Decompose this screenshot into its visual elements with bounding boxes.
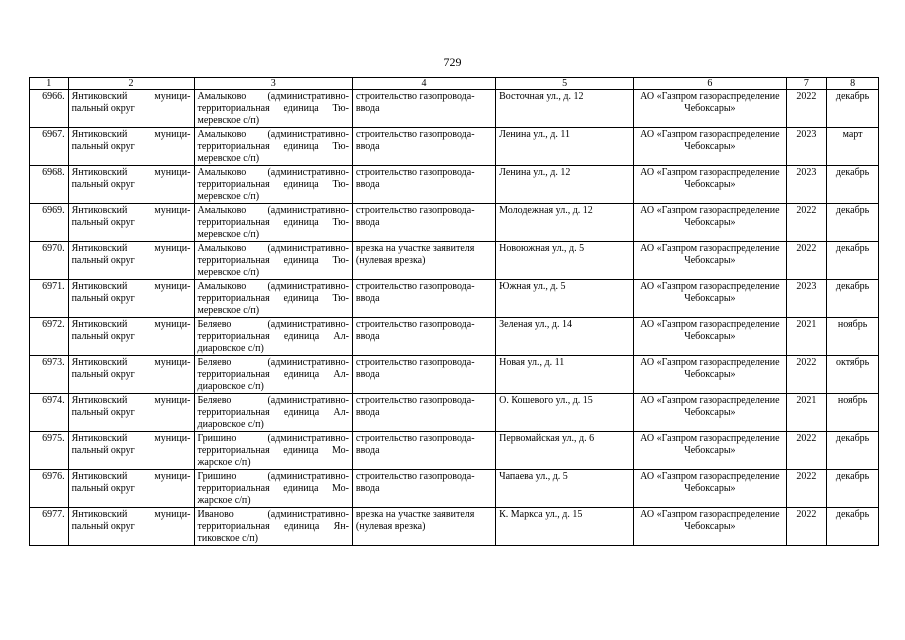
month-cell: март bbox=[827, 128, 879, 166]
organization-cell: АО «Газпром газораспределение Чебоксары» bbox=[634, 204, 786, 242]
year-cell: 2023 bbox=[786, 166, 827, 204]
address-cell: Южная ул., д. 5 bbox=[496, 280, 634, 318]
address-cell: Чапаева ул., д. 5 bbox=[496, 470, 634, 508]
header-row bbox=[30, 78, 879, 90]
row-number: 6967. bbox=[30, 128, 69, 166]
address-cell: Первомайская ул., д. 6 bbox=[496, 432, 634, 470]
settlement-cell: Гришино (административно-территориальная единица Мо-жарское с/п) bbox=[194, 470, 352, 508]
month-cell: декабрь bbox=[827, 432, 879, 470]
settlement-cell: Гришино (административно-территориальная единица Мо-жарское с/п) bbox=[194, 432, 352, 470]
address-cell: Новоюжная ул., д. 5 bbox=[496, 242, 634, 280]
district-cell: Янтиковский муници-пальный округ bbox=[68, 90, 194, 128]
row-number: 6970. bbox=[30, 242, 69, 280]
table-row bbox=[30, 166, 879, 204]
address-cell: О. Кошевого ул., д. 15 bbox=[496, 394, 634, 432]
district-cell: Янтиковский муници-пальный округ bbox=[68, 470, 194, 508]
header-cell: 2 bbox=[68, 78, 194, 90]
work-type-cell: строительство газопровода-ввода bbox=[352, 166, 495, 204]
address-cell: Зеленая ул., д. 14 bbox=[496, 318, 634, 356]
district-cell: Янтиковский муници-пальный округ bbox=[68, 318, 194, 356]
organization-cell: АО «Газпром газораспределение Чебоксары» bbox=[634, 394, 786, 432]
address-cell: Молодежная ул., д. 12 bbox=[496, 204, 634, 242]
table-row bbox=[30, 242, 879, 280]
organization-cell: АО «Газпром газораспределение Чебоксары» bbox=[634, 280, 786, 318]
table-row bbox=[30, 90, 879, 128]
district-cell: Янтиковский муници-пальный округ bbox=[68, 356, 194, 394]
settlement-cell: Иваново (административно-территориальная единица Ян-тиковское с/п) bbox=[194, 508, 352, 546]
month-cell: декабрь bbox=[827, 280, 879, 318]
settlement-cell: Амалыково (административно-территориальная единица Тю-меревское с/п) bbox=[194, 280, 352, 318]
month-cell: декабрь bbox=[827, 508, 879, 546]
year-cell: 2023 bbox=[786, 280, 827, 318]
work-type-cell: строительство газопровода-ввода bbox=[352, 432, 495, 470]
address-cell: Ленина ул., д. 12 bbox=[496, 166, 634, 204]
month-cell: декабрь bbox=[827, 242, 879, 280]
gasification-schedule-table bbox=[29, 77, 879, 546]
address-cell: Восточная ул., д. 12 bbox=[496, 90, 634, 128]
work-type-cell: строительство газопровода-ввода bbox=[352, 394, 495, 432]
district-cell: Янтиковский муници-пальный округ bbox=[68, 394, 194, 432]
row-number: 6975. bbox=[30, 432, 69, 470]
row-number: 6966. bbox=[30, 90, 69, 128]
row-number: 6976. bbox=[30, 470, 69, 508]
settlement-cell: Амалыково (административно-территориальная единица Тю-меревское с/п) bbox=[194, 242, 352, 280]
table-row bbox=[30, 204, 879, 242]
year-cell: 2023 bbox=[786, 128, 827, 166]
district-cell: Янтиковский муници-пальный округ bbox=[68, 432, 194, 470]
table-row bbox=[30, 432, 879, 470]
table-row bbox=[30, 280, 879, 318]
header-cell: 8 bbox=[827, 78, 879, 90]
work-type-cell: строительство газопровода-ввода bbox=[352, 470, 495, 508]
work-type-cell: строительство газопровода-ввода bbox=[352, 90, 495, 128]
row-number: 6972. bbox=[30, 318, 69, 356]
row-number: 6974. bbox=[30, 394, 69, 432]
address-cell: Ленина ул., д. 11 bbox=[496, 128, 634, 166]
month-cell: декабрь bbox=[827, 166, 879, 204]
page-number: 729 bbox=[443, 55, 462, 69]
work-type-cell: врезка на участке заявителя (нулевая врезка) bbox=[352, 242, 495, 280]
table-row bbox=[30, 470, 879, 508]
table-row bbox=[30, 394, 879, 432]
month-cell: ноябрь bbox=[827, 318, 879, 356]
work-type-cell: строительство газопровода-ввода bbox=[352, 204, 495, 242]
table-row bbox=[30, 508, 879, 546]
settlement-cell: Беляево (административно-территориальная единица Ал-диаровское с/п) bbox=[194, 318, 352, 356]
year-cell: 2022 bbox=[786, 508, 827, 546]
header-cell: 4 bbox=[352, 78, 495, 90]
organization-cell: АО «Газпром газораспределение Чебоксары» bbox=[634, 318, 786, 356]
district-cell: Янтиковский муници-пальный округ bbox=[68, 128, 194, 166]
month-cell: ноябрь bbox=[827, 394, 879, 432]
year-cell: 2022 bbox=[786, 204, 827, 242]
row-number: 6977. bbox=[30, 508, 69, 546]
work-type-cell: строительство газопровода-ввода bbox=[352, 356, 495, 394]
table-row bbox=[30, 128, 879, 166]
organization-cell: АО «Газпром газораспределение Чебоксары» bbox=[634, 508, 786, 546]
organization-cell: АО «Газпром газораспределение Чебоксары» bbox=[634, 242, 786, 280]
district-cell: Янтиковский муници-пальный округ bbox=[68, 166, 194, 204]
settlement-cell: Амалыково (административно-территориальная единица Тю-меревское с/п) bbox=[194, 166, 352, 204]
header-cell: 1 bbox=[30, 78, 69, 90]
settlement-cell: Беляево (административно-территориальная единица Ал-диаровское с/п) bbox=[194, 394, 352, 432]
district-cell: Янтиковский муници-пальный округ bbox=[68, 508, 194, 546]
work-type-cell: строительство газопровода-ввода bbox=[352, 280, 495, 318]
month-cell: декабрь bbox=[827, 204, 879, 242]
settlement-cell: Амалыково (административно-территориальная единица Тю-меревское с/п) bbox=[194, 90, 352, 128]
header-cell: 3 bbox=[194, 78, 352, 90]
address-cell: Новая ул., д. 11 bbox=[496, 356, 634, 394]
year-cell: 2022 bbox=[786, 356, 827, 394]
header-cell: 5 bbox=[496, 78, 634, 90]
month-cell: декабрь bbox=[827, 470, 879, 508]
district-cell: Янтиковский муници-пальный округ bbox=[68, 242, 194, 280]
organization-cell: АО «Газпром газораспределение Чебоксары» bbox=[634, 470, 786, 508]
year-cell: 2021 bbox=[786, 318, 827, 356]
year-cell: 2022 bbox=[786, 432, 827, 470]
settlement-cell: Амалыково (административно-территориальная единица Тю-меревское с/п) bbox=[194, 204, 352, 242]
row-number: 6973. bbox=[30, 356, 69, 394]
year-cell: 2022 bbox=[786, 90, 827, 128]
district-cell: Янтиковский муници-пальный округ bbox=[68, 280, 194, 318]
header-cell: 7 bbox=[786, 78, 827, 90]
row-number: 6969. bbox=[30, 204, 69, 242]
table-row bbox=[30, 356, 879, 394]
settlement-cell: Беляево (административно-территориальная единица Ал-диаровское с/п) bbox=[194, 356, 352, 394]
month-cell: декабрь bbox=[827, 90, 879, 128]
settlement-cell: Амалыково (административно-территориальная единица Тю-меревское с/п) bbox=[194, 128, 352, 166]
work-type-cell: строительство газопровода-ввода bbox=[352, 128, 495, 166]
row-number: 6968. bbox=[30, 166, 69, 204]
district-cell: Янтиковский муници-пальный округ bbox=[68, 204, 194, 242]
header-cell: 6 bbox=[634, 78, 786, 90]
organization-cell: АО «Газпром газораспределение Чебоксары» bbox=[634, 166, 786, 204]
year-cell: 2022 bbox=[786, 470, 827, 508]
organization-cell: АО «Газпром газораспределение Чебоксары» bbox=[634, 432, 786, 470]
organization-cell: АО «Газпром газораспределение Чебоксары» bbox=[634, 128, 786, 166]
organization-cell: АО «Газпром газораспределение Чебоксары» bbox=[634, 356, 786, 394]
year-cell: 2021 bbox=[786, 394, 827, 432]
table-row bbox=[30, 318, 879, 356]
work-type-cell: строительство газопровода-ввода bbox=[352, 318, 495, 356]
row-number: 6971. bbox=[30, 280, 69, 318]
organization-cell: АО «Газпром газораспределение Чебоксары» bbox=[634, 90, 786, 128]
month-cell: октябрь bbox=[827, 356, 879, 394]
address-cell: К. Маркса ул., д. 15 bbox=[496, 508, 634, 546]
work-type-cell: врезка на участке заявителя (нулевая врезка) bbox=[352, 508, 495, 546]
year-cell: 2022 bbox=[786, 242, 827, 280]
